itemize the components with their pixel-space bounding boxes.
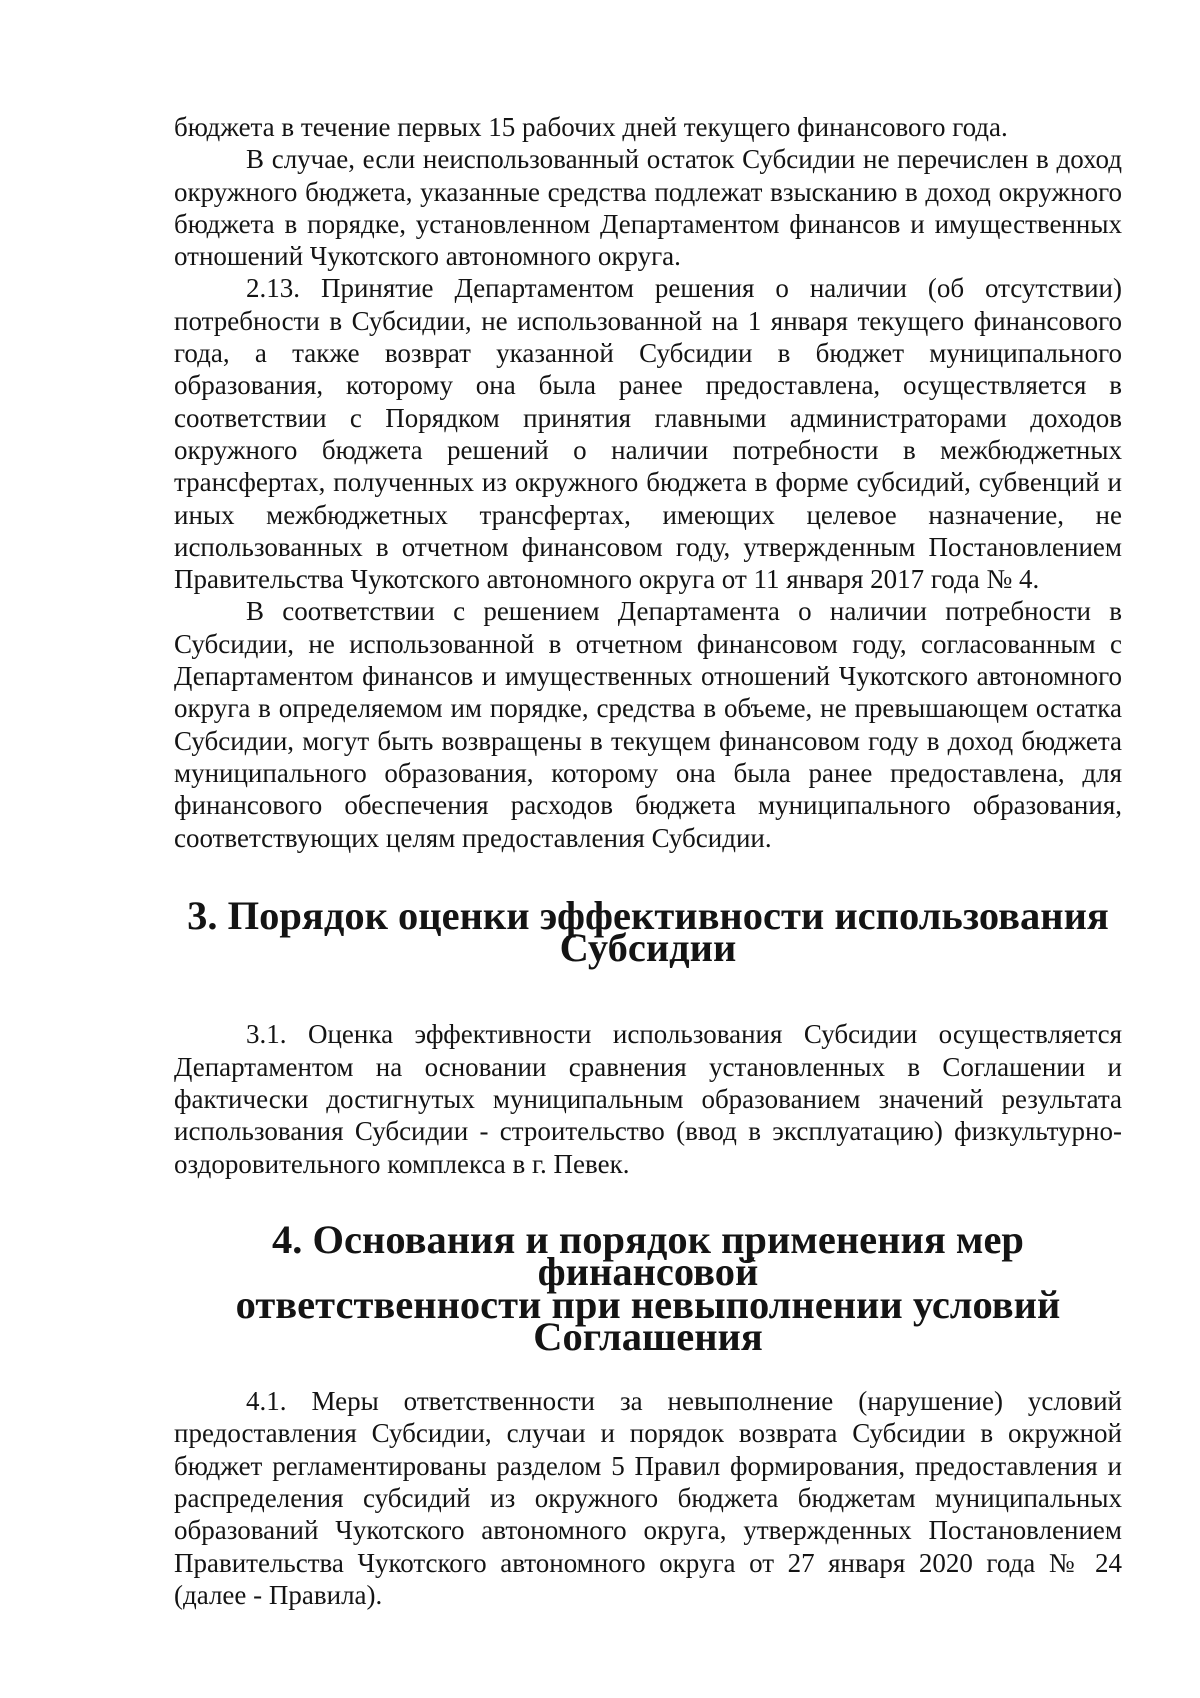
section-3-title <box>174 892 1122 971</box>
section-3-title-text: 3. Порядок оценки эффективности использования Субсидии <box>187 892 1109 971</box>
paragraph-unused-balance: В случае, если неиспользованный остаток Субсидии не перечислен в доход окружного бюджета, указанные средства подлежат взысканию в доход окружного бюджета в порядке, установленном Департаментом финансов и имущественных отношений Чукотского автономного округа. <box>174 144 1122 272</box>
section-4-title <box>174 1216 1122 1359</box>
paragraph-2-13: 2.13. Принятие Департаментом решения о наличии (об отсутствии) потребности в Субсидии, не использованной на 1 января текущего финансового года, а также возврат указанной Субсидии в бюджет муниципального образования, которому она была ранее предоставлена, осуществляется в соответствии с Порядком принятия главными администраторами доходов окружного бюджета решений о наличии потребности в межбюджетных трансфертах, полученных из окружного бюджета в форме субсидий, субвенций и иных межбюджетных трансфертах, имеющих целевое назначение, не использованных в отчетном финансовом году, утвержденным Постановлением Правительства Чукотского автономного округа от 11 января 2017 года № 4. <box>174 273 1122 595</box>
document-body <box>174 111 1122 1611</box>
paragraph-4-1: 4.1. Меры ответственности за невыполнение (нарушение) условий предоставления Субсидии, случаи и порядок возврата Субсидии в окружной бюджет регламентированы разделом 5 Правил формирования, предоставления и распределения субсидий из окружного бюджета бюджетам муниципальных образований Чукотского автономного округа, утвержденных Постановлением Правительства Чукотского автономного округа от 27 января 2020 года № 24 (далее - Правила). <box>174 1386 1122 1610</box>
section-4-title-line2: ответственности при невыполнении условий Соглашения <box>235 1281 1061 1359</box>
paragraph-3-1: 3.1. Оценка эффективности использования Субсидии осуществляется Департаментом на основании сравнения установленных в Соглашении и фактически достигнутых муниципальным образованием значений результата использования Субсидии - строительство (ввод в эксплуатацию) физкультурно-оздоровительного комплекса в г. Певек. <box>174 1019 1122 1179</box>
paragraph-return-subsidy: В соответствии с решением Департамента о наличии потребности в Субсидии, не использованной в отчетном финансовом году, согласованным с Департаментом финансов и имущественных отношений Чукотского автономного округа в определяемом им порядке, средства в объеме, не превышающем остатка Субсидии, могут быть возвращены в текущем финансовом году в доход бюджета муниципального образования, которому она была ранее предоставлена, для финансового обеспечения расходов бюджета муниципального образования, соответствующих целям предоставления Субсидии. <box>174 596 1122 853</box>
paragraph-continuation: бюджета в течение первых 15 рабочих дней текущего финансового года. <box>174 112 1008 142</box>
section-4-title-line1: 4. Основания и порядок применения мер финансовой <box>272 1216 1024 1295</box>
